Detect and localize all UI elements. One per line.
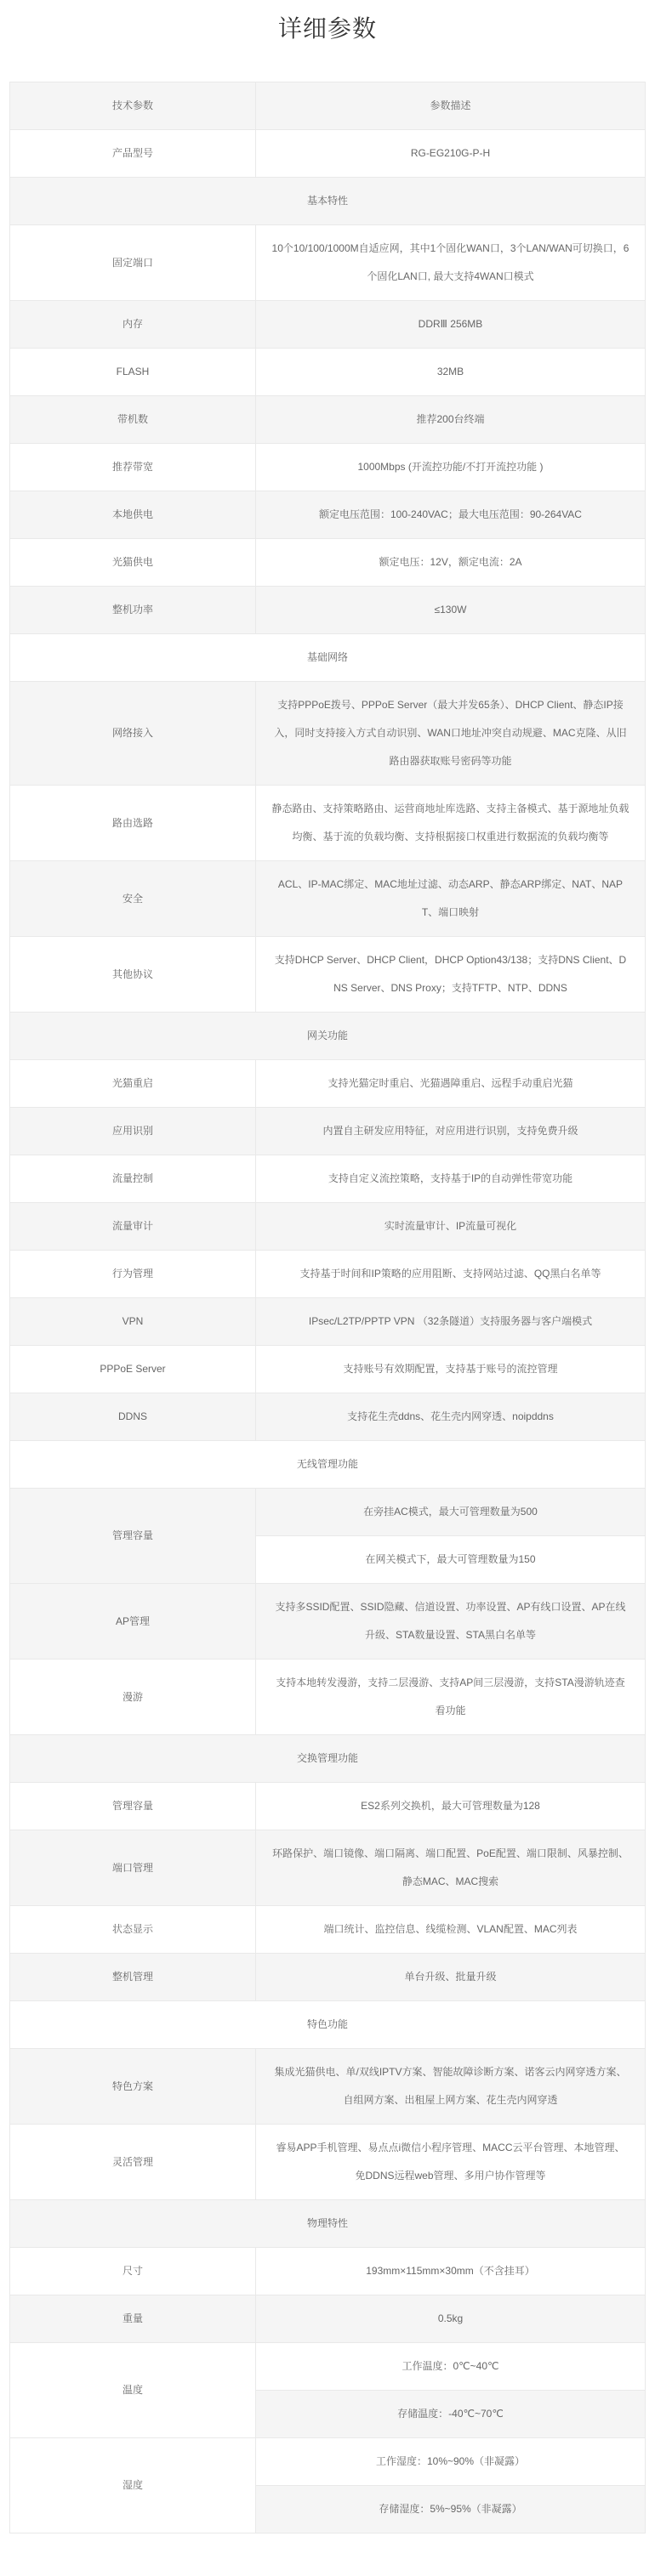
row-label-cell: 端口管理 [10, 1830, 256, 1906]
table-row [10, 1954, 646, 2001]
table-row [10, 1906, 646, 1954]
row-value-cell: 10个10/100/1000M自适应网，其中1个固化WAN口，3个LAN/WAN可切换口，6个固化LAN口, 最大支持4WAN口模式 [256, 225, 646, 301]
row-value-cell: 实时流量审计、IP流量可视化 [256, 1203, 646, 1251]
row-label-cell: 产品型号 [10, 130, 256, 178]
row-value-cell: 支持多SSID配置、SSID隐藏、信道设置、功率设置、AP有线口设置、AP在线升级、STA数量设置、STA黑白名单等 [256, 1584, 646, 1660]
row-label-cell: 应用识别 [10, 1108, 256, 1155]
row-label-cell: 流量审计 [10, 1203, 256, 1251]
row-value-cell: 193mm×115mm×30mm（不含挂耳） [256, 2248, 646, 2295]
row-label-cell: 重量 [10, 2295, 256, 2343]
row-value-cell: 静态路由、支持策略路由、运营商地址库选路、支持主备模式、基于源地址负载均衡、基于流的负载均衡、支持根据接口权重进行数据流的负载均衡等 [256, 786, 646, 861]
row-value-cell: 存储湿度：5%~95%（非凝露） [256, 2486, 646, 2533]
section-row [10, 1441, 646, 1489]
row-value-cell: ES2系列交换机，最大可管理数量为128 [256, 1783, 646, 1830]
row-value-cell: 1000Mbps (开流控功能/不打开流控功能 ) [256, 444, 646, 491]
table-row [10, 1783, 646, 1830]
row-value-cell: IPsec/L2TP/PPTP VPN （32条隧道）支持服务器与客户端模式 [256, 1298, 646, 1346]
table-row [10, 1830, 646, 1906]
row-label-cell: 光猫重启 [10, 1060, 256, 1108]
row-value-cell: 32MB [256, 349, 646, 396]
row-label-cell: PPPoE Server [10, 1346, 256, 1393]
row-value-cell: 支持基于时间和IP策略的应用阻断、支持网站过滤、QQ黑白名单等 [256, 1251, 646, 1298]
section-row [10, 2001, 646, 2049]
row-value-cell: ACL、IP-MAC绑定、MAC地址过滤、动态ARP、静态ARP绑定、NAT、NAPT、端口映射 [256, 861, 646, 937]
table-row [10, 1346, 646, 1393]
table-row [10, 301, 646, 349]
row-value-cell: 支持光猫定时重启、光猫遇障重启、远程手动重启光猫 [256, 1060, 646, 1108]
section-header-cell: 物理特性 [10, 2200, 646, 2248]
row-label-cell: 温度 [10, 2343, 256, 2438]
row-value-cell: 额定电压：12V，额定电流：2A [256, 539, 646, 587]
row-label-cell: 管理容量 [10, 1489, 256, 1584]
section-row [10, 634, 646, 682]
row-value-cell: 支持自定义流控策略，支持基于IP的自动弹性带宽功能 [256, 1155, 646, 1203]
row-value-cell: 睿易APP手机管理、易点点i微信小程序管理、MACC云平台管理、本地管理、免DDNS远程web管理、多用户协作管理等 [256, 2125, 646, 2200]
row-value-cell: 内置自主研发应用特征，对应用进行识别，支持免费升级 [256, 1108, 646, 1155]
row-value-cell: ≤130W [256, 587, 646, 634]
table-row [10, 130, 646, 178]
row-value-cell: 支持PPPoE拨号、PPPoE Server（最大并发65条）、DHCP Client、静态IP接入，同时支持接入方式自动识别、WAN口地址冲突自动规避、MAC克隆、从旧路由器获取账号密码等功能 [256, 682, 646, 786]
row-label-cell: 湿度 [10, 2438, 256, 2533]
row-value-cell: 在旁挂AC模式，最大可管理数量为500 [256, 1489, 646, 1536]
row-value-cell: DDRⅢ 256MB [256, 301, 646, 349]
row-label-cell: 网络接入 [10, 682, 256, 786]
table-row [10, 1393, 646, 1441]
table-row [10, 396, 646, 444]
page-title: 详细参数 [277, 15, 377, 42]
table-row [10, 786, 646, 861]
row-label-cell: 固定端口 [10, 225, 256, 301]
row-label-cell: 行为管理 [10, 1251, 256, 1298]
table-row [10, 861, 646, 937]
row-label-cell: AP管理 [10, 1584, 256, 1660]
section-header-cell: 基础网络 [10, 634, 646, 682]
row-label-cell: 灵活管理 [10, 2125, 256, 2200]
table-row [10, 1060, 646, 1108]
row-label-cell: 路由选路 [10, 786, 256, 861]
table-row [10, 2248, 646, 2295]
row-value-cell: 支持账号有效期配置，支持基于账号的流控管理 [256, 1346, 646, 1393]
row-value-cell: 额定电压范围：100-240VAC；最大电压范围：90-264VAC [256, 491, 646, 539]
table-row [10, 1584, 646, 1660]
section-row [10, 2200, 646, 2248]
table-row [10, 1251, 646, 1298]
row-label-cell: 推荐带宽 [10, 444, 256, 491]
row-value-cell: 单台升级、批量升级 [256, 1954, 646, 2001]
row-label-cell: 内存 [10, 301, 256, 349]
table-row [10, 349, 646, 396]
section-header-cell: 网关功能 [10, 1013, 646, 1060]
table-row [10, 491, 646, 539]
row-label-cell: 光猫供电 [10, 539, 256, 587]
section-header-cell: 特色功能 [10, 2001, 646, 2049]
section-header-cell: 交换管理功能 [10, 1735, 646, 1783]
section-header-cell: 基本特性 [10, 178, 646, 225]
row-value-cell: 集成光猫供电、单/双线IPTV方案、智能故障诊断方案、诺客云内网穿透方案、自组网方案、出租屋上网方案、花生壳内网穿透 [256, 2049, 646, 2125]
row-value-cell: 支持DHCP Server、DHCP Client，DHCP Option43/138；支持DNS Client、DNS Server、DNS Proxy；支持TFTP、NTP、DDNS [256, 937, 646, 1013]
table-row [10, 2049, 646, 2125]
row-value-cell: 环路保护、端口镜像、端口隔离、端口配置、PoE配置、端口限制、风暴控制、静态MAC、MAC搜索 [256, 1830, 646, 1906]
row-value-cell: 0.5kg [256, 2295, 646, 2343]
row-label-cell: 整机功率 [10, 587, 256, 634]
row-label-cell: FLASH [10, 349, 256, 396]
row-label-cell: 流量控制 [10, 1155, 256, 1203]
row-label-cell: 带机数 [10, 396, 256, 444]
table-row [10, 1203, 646, 1251]
row-label-cell: 其他协议 [10, 937, 256, 1013]
spec-table [9, 82, 646, 2533]
row-label-cell: VPN [10, 1298, 256, 1346]
column-header-parameter: 技术参数 [10, 82, 256, 130]
table-row [10, 1298, 646, 1346]
table-subrow [10, 2438, 646, 2486]
table-header-row [10, 82, 646, 130]
table-row [10, 587, 646, 634]
row-label-cell: 管理容量 [10, 1783, 256, 1830]
row-label-cell: 安全 [10, 861, 256, 937]
table-row [10, 1660, 646, 1735]
table-row [10, 225, 646, 301]
row-label-cell: 整机管理 [10, 1954, 256, 2001]
table-row [10, 444, 646, 491]
row-value-cell: 支持本地转发漫游，支持二层漫游、支持AP间三层漫游，支持STA漫游轨迹查看功能 [256, 1660, 646, 1735]
section-row [10, 1013, 646, 1060]
table-row [10, 682, 646, 786]
row-value-cell: 支持花生壳ddns、花生壳内网穿透、noipddns [256, 1393, 646, 1441]
section-header-cell: 无线管理功能 [10, 1441, 646, 1489]
row-label-cell: 特色方案 [10, 2049, 256, 2125]
table-subrow [10, 2343, 646, 2391]
row-value-cell: RG-EG210G-P-H [256, 130, 646, 178]
row-value-cell: 工作温度：0℃~40℃ [256, 2343, 646, 2391]
column-header-description: 参数描述 [256, 82, 646, 130]
row-label-cell: 本地供电 [10, 491, 256, 539]
row-label-cell: DDNS [10, 1393, 256, 1441]
row-value-cell: 工作湿度：10%~90%（非凝露） [256, 2438, 646, 2486]
section-row [10, 178, 646, 225]
row-label-cell: 尺寸 [10, 2248, 256, 2295]
row-value-cell: 端口统计、监控信息、线缆检测、VLAN配置、MAC列表 [256, 1906, 646, 1954]
row-value-cell: 存储温度：-40℃~70℃ [256, 2391, 646, 2438]
table-row [10, 2125, 646, 2200]
table-row [10, 2295, 646, 2343]
row-value-cell: 推荐200台终端 [256, 396, 646, 444]
row-label-cell: 漫游 [10, 1660, 256, 1735]
table-row [10, 937, 646, 1013]
row-label-cell: 状态显示 [10, 1906, 256, 1954]
row-value-cell: 在网关模式下，最大可管理数量为150 [256, 1536, 646, 1584]
table-row [10, 539, 646, 587]
table-subrow [10, 1489, 646, 1536]
table-row [10, 1108, 646, 1155]
section-row [10, 1735, 646, 1783]
table-row [10, 1155, 646, 1203]
